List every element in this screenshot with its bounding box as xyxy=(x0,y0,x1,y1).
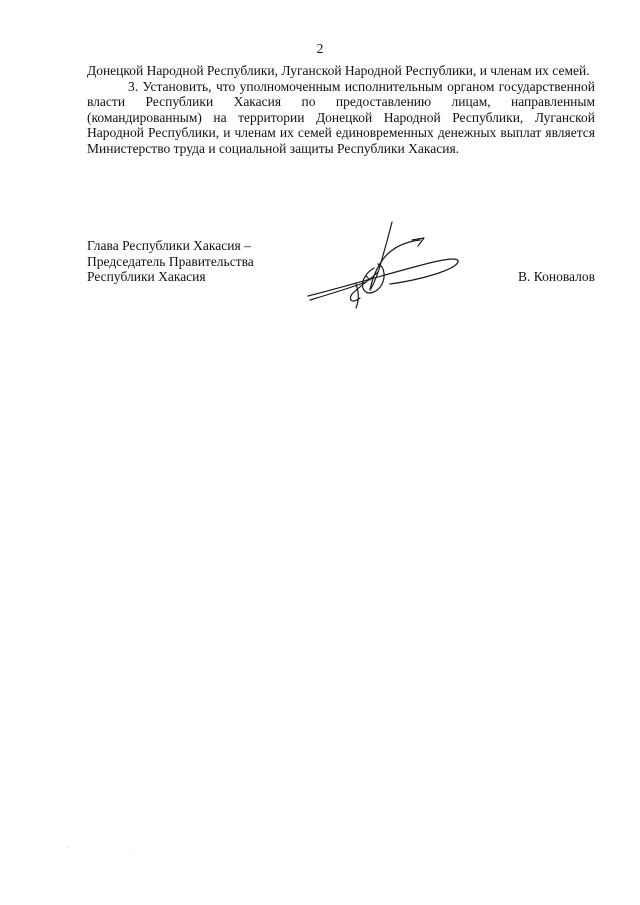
continuation-paragraph: Донецкой Народной Республики, Луганской Народной Республики, и членам их семей. xyxy=(87,63,590,78)
signatory-title xyxy=(87,238,254,285)
page-number: 2 xyxy=(316,41,324,56)
signatory-title-line-1: Глава Республики Хакасия – xyxy=(87,238,251,253)
signer-name: В. Коновалов xyxy=(518,269,595,284)
body-text xyxy=(87,63,595,157)
paragraph-3: 3. Установить, что уполномоченным исполнительным органом государственной власти Республики Хакасия по предоставлению лицам, направленным (командированным) на территории Донецкой Народной Республики, Луганской Народной Республики, и членам их семей единовременных денежных выплат является Министерство труда и социальной защиты Республики Хакасия. xyxy=(87,78,595,156)
handwritten-signature xyxy=(300,218,470,318)
signatory-title-line-3: Республики Хакасия xyxy=(87,269,206,285)
signatory-title-line-2: Председатель Правительства xyxy=(87,253,254,269)
scan-speck xyxy=(67,847,68,848)
scan-speck xyxy=(133,852,134,853)
